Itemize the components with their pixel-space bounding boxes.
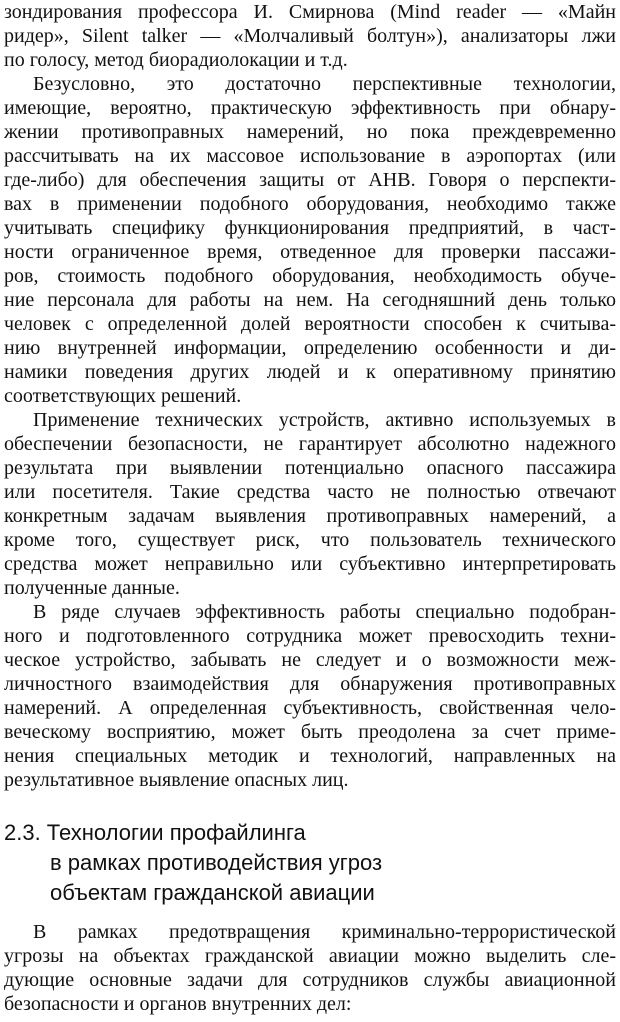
text-line: угрозы на объектах гражданской авиации можно выделить сле- bbox=[4, 945, 616, 967]
text-line: соответствующих решений. bbox=[4, 385, 242, 407]
text-line: нения специальных методик и технологий, направленных на bbox=[4, 745, 616, 767]
text-line: зондирования профессора И. Смирнова (Mind reader — «Майн bbox=[4, 1, 616, 23]
text-line: В рамках предотвращения криминально-террористической bbox=[33, 921, 616, 943]
text-line: жении противоправных намерений, но пока преждевременно bbox=[4, 121, 616, 143]
text-line: ности ограниченное время, отведенное для проверки пассажи- bbox=[4, 241, 616, 263]
text-line: результата при выявлении потенциально опасного пассажира bbox=[4, 457, 616, 479]
text-line: личностного взаимодействия для обнаружения противоправных bbox=[4, 673, 616, 695]
text-line: средства может неправильно или субъективно интерпретировать bbox=[4, 553, 616, 575]
text-line: Применение технических устройств, активно используемых в bbox=[33, 409, 616, 431]
text-line: намики поведения других людей и к оперативному принятию bbox=[4, 361, 616, 383]
text-line: В ряде случаев эффективность работы специально подобран- bbox=[33, 601, 616, 623]
text-line: обеспечении безопасности, не гарантирует абсолютно надежного bbox=[4, 433, 616, 455]
text-line: безопасности и органов внутренних дел: bbox=[4, 993, 352, 1015]
text-line: ридер», Silent talker — «Молчаливый болтун»), анализаторы лжи bbox=[4, 25, 616, 47]
text-line: рассчитывать на их массовое использование в аэропортах (или bbox=[4, 145, 616, 167]
text-line: результативное выявление опасных лиц. bbox=[4, 769, 349, 791]
text-line: человек с определенной долей вероятности способен к считыва- bbox=[4, 313, 616, 335]
text-line: ние персонала для работы на нем. На сегодняшний день только bbox=[4, 289, 616, 311]
text-line: ров, стоимость подобного оборудования, необходимость обуче- bbox=[4, 265, 616, 287]
text-line: веческому восприятию, может быть преодолена за счет приме- bbox=[4, 721, 616, 743]
text-line: или посетителя. Такие средства часто не полностью отвечают bbox=[4, 481, 616, 503]
text-line: полученные данные. bbox=[4, 577, 180, 599]
text-line: где-либо) для обеспечения защиты от АНВ. Говоря о перспекти- bbox=[4, 169, 616, 191]
text-line: кроме того, существует риск, что пользователь технического bbox=[4, 529, 616, 551]
text-line: намерений. А определенная субъективность, свойственная чело- bbox=[4, 697, 616, 719]
text-line: вах в применении подобного оборудования, необходимо также bbox=[4, 193, 616, 215]
heading-line: 2.3. Технологии профайлинга bbox=[4, 820, 306, 845]
text-line: конкретным задачам выявления противоправных намерений, а bbox=[4, 505, 616, 527]
text-line: Безусловно, это достаточно перспективные технологии, bbox=[33, 73, 616, 95]
text-line: имеющие, вероятно, практическую эффективность при обнару- bbox=[4, 97, 616, 119]
text-line: ческое устройство, забывать не следует и о возможности меж- bbox=[4, 649, 616, 671]
heading-line: объектам гражданской авиации bbox=[50, 880, 375, 905]
text-line: нию внутренней информации, определению особенности и ди- bbox=[4, 337, 616, 359]
text-line: ного и подготовленного сотрудника может превосходить техни- bbox=[4, 625, 616, 647]
text-line: учитывать специфику функционирования предприятий, в част- bbox=[4, 217, 616, 239]
text-line: дующие основные задачи для сотрудников службы авиационной bbox=[4, 969, 616, 991]
heading-line: в рамках противодействия угроз bbox=[50, 850, 383, 875]
text-line: по голосу, метод биорадиолокации и т.д. bbox=[4, 49, 348, 71]
